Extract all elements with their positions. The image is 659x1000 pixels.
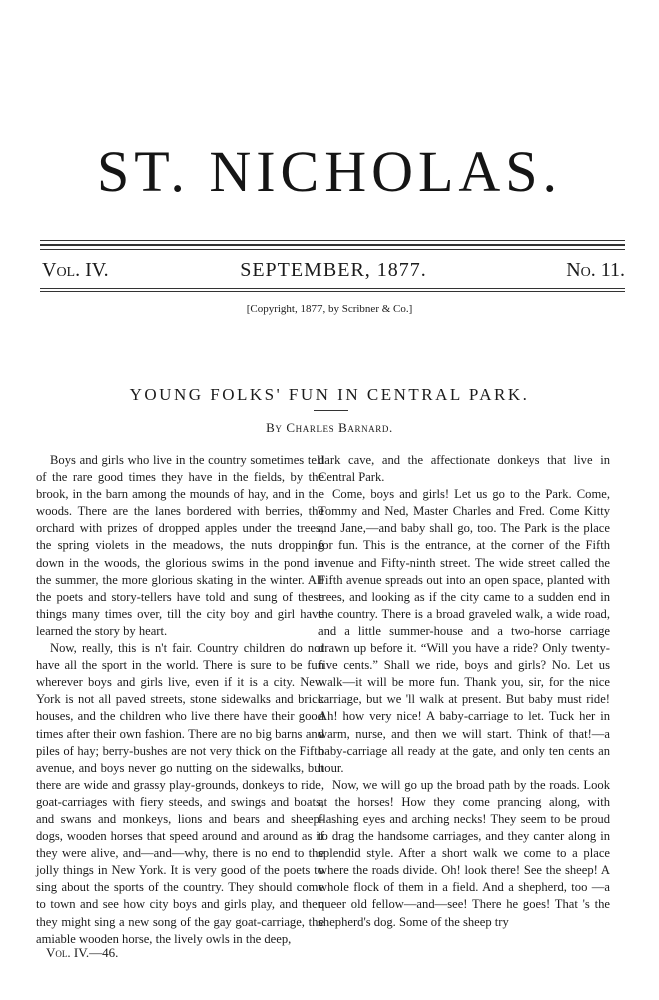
issue-line — [42, 258, 625, 284]
paragraph: Now, really, this is n't fair. Country children do not have all the sport in the world. There is sure to be fun wherever boys and girls live, even if it is a city. New York is not all paved streets, stone sidewalks and brick houses, and the children who live there have their good times after their own fashion. There are no big barns and piles of hay; berry-bushes are not very thick on the Fifth avenue, and boys never go nutting on the sidewalks, but there are wide and grassy play-grounds, donkeys to ride, goat-carriages with fiery steeds, and swings and boats, and swans and monkeys, lions and bears and sheep-dogs, wooden horses that speed around and around as if they were alive, and—and—why, there is no end to the jolly things in New York. It is very good of the poets to sing about the sports of the country. They should come to town and see how city boys and girls play, and then they might sing a new song of the gay goat-carriage, the amiable wooden horse, the lively owls in the deep, — [36, 641, 324, 946]
right-column — [318, 452, 610, 931]
paragraph: Come, boys and girls! Let us go to the Park. Come, Tommy and Ned, Master Charles and Fred. Come Kitty and Jane,—and baby shall go, too. The Park is the place for fun. This is the entrance, at the corner of the Fifth avenue and Fifty-ninth street. The wide street called the Fifth avenue spreads out into an open space, planted with trees, and looking as if the city came to a sudden end in the country. There is a broad graveled walk, a wide road, and a little summer-house and a two-horse carriage drawn up before it. “Will you have a ride? Only twenty-five cents.” Shall we ride, boys and girls? No. Let us walk—it will be more fun. Thank you, sir, for the nice carriage, but we 'll walk at present. But baby must ride! Ah! how very nice! A baby-carriage to let. Tuck her in warm, nurse, and then we will start. Think of that!—a baby-carriage all ready at the gate, and only ten cents an hour. — [318, 487, 610, 775]
bottom-rule-2 — [40, 291, 625, 292]
paragraph: dark cave, and the affectionate donkeys that live in Central Park. — [318, 453, 610, 485]
article-byline: By Charles Barnard. — [266, 420, 393, 435]
paragraph: Now, we will go up the broad path by the roads. Look at the horses! How they come prancing along, with flashing eyes and arching necks! They seem to be proud to drag the handsome carriages, and they canter along in splendid style. After a short walk we come to a place where the roads divide. Oh! look there! See the sheep! A whole flock of them in a field. And a shepherd, too —a queer old fellow—and—see! There he goes! That 's the shepherd's dog. Some of the sheep try — [318, 777, 610, 929]
left-column — [36, 452, 324, 948]
top-rule-1 — [40, 240, 625, 241]
top-rule-2 — [40, 244, 625, 246]
masthead-title: ST. NICHOLAS. — [96, 139, 563, 204]
paragraph: Boys and girls who live in the country sometimes tell of the rare good times they have in the fields, by the brook, in the barn among the mounds of hay, and in the woods. There are the lanes bordered with berries, the orchard with prizes of dropped apples under the trees, the spring violets in the meadows, the nuts dropping down in the woods, the glorious swims in the pond in the summer, the more glorious skating in the winter. All the poets and story-tellers have told and sung of these things many times over, till the city boy and girl have learned the story by heart. — [36, 453, 324, 638]
article-title: YOUNG FOLKS' FUN IN CENTRAL PARK. — [129, 385, 530, 404]
copyright-notice: [Copyright, 1877, by Scribner & Co.] — [246, 303, 413, 315]
bottom-rule-1 — [40, 288, 625, 289]
top-rule-3 — [40, 249, 625, 250]
issue-number: No. 11. — [566, 259, 625, 281]
issue-volume: Vol. IV. — [42, 259, 109, 281]
page-footer-signature: Vol. IV.—46. — [46, 945, 119, 960]
issue-date: SEPTEMBER, 1877. — [240, 259, 427, 281]
title-divider — [314, 410, 348, 411]
